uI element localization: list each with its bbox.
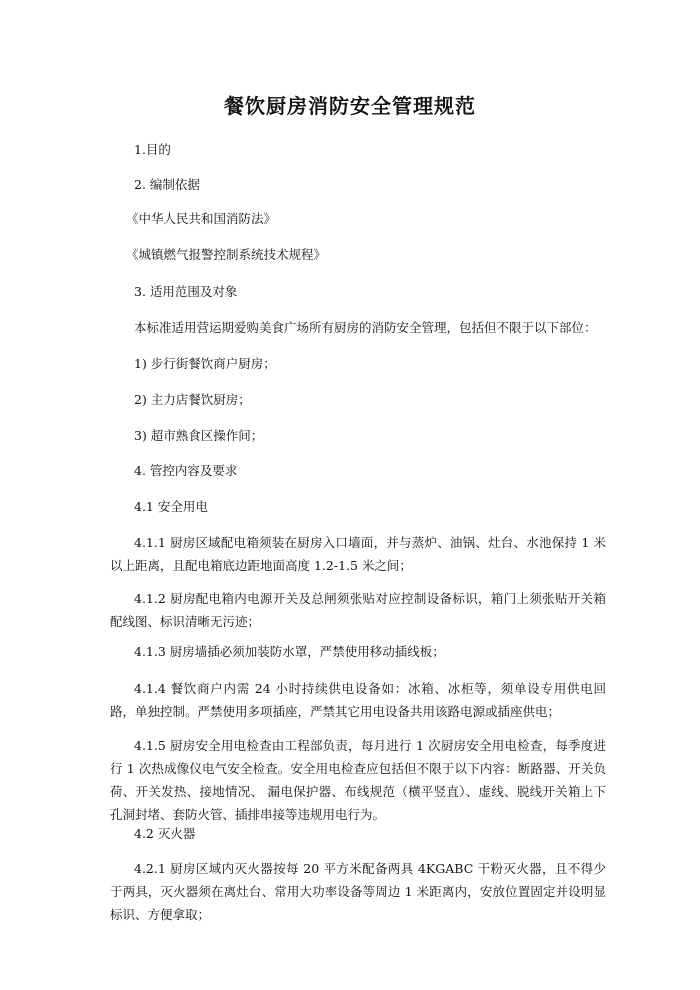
document-title: 餐饮厨房消防安全管理规范 xyxy=(224,94,476,118)
paragraph-4-1-4: 4.1.4 餐饮商户内需 24 小时持续供电设备如：冰箱、冰柜等，须单设专用供电回路，单独控制。严禁使用多项插座，严禁其它用电设备共用该路电源或插座供电； xyxy=(110,681,606,719)
scope-item-2: 2) 主力店餐饮厨房； xyxy=(134,392,251,407)
paragraph-4-1-1: 4.1.1 厨房区域配电箱须装在厨房入口墙面，并与蒸炉、油锅、灶台、水池保持 1 米以上距离，且配电箱底边距地面高度 1.2-1.5 米之间； xyxy=(110,535,606,573)
heading-purpose: 1.目的 xyxy=(134,142,171,157)
paragraph-4-1-5: 4.1.5 厨房安全用电检查由工程部负责，每月进行 1 次厨房安全用电检查，每季度进行 1 次热成像仪电气安全检查。安全用电检查应包括但不限于以下内容：断路器、开关负荷、开关发热、接地情况、 漏电保护器、布线规范（横平竖直）、虚线、脱线开关箱上下孔洞封堵、套防火管、插排串接等违规用电行为。 xyxy=(110,738,606,822)
heading-extinguisher: 4.2 灭火器 xyxy=(134,826,196,841)
scope-description: 本标准适用营运期爱购美食广场所有厨房的消防安全管理，包括但不限于以下部位： xyxy=(134,320,597,335)
heading-basis: 2. 编制依据 xyxy=(134,177,200,192)
paragraph-4-1-3: 4.1.3 厨房墙插必须加装防水罩，严禁使用移动插线板； xyxy=(134,644,445,659)
scope-item-3: 3) 超市熟食区操作间； xyxy=(134,428,264,443)
scope-item-1: 1) 步行街餐饮商户厨房； xyxy=(134,356,276,371)
heading-electricity: 4.1 安全用电 xyxy=(134,499,208,514)
heading-control: 4. 管控内容及要求 xyxy=(134,463,238,478)
paragraph-4-1-2: 4.1.2 厨房配电箱内电源开关及总闸须张贴对应控制设备标识，箱门上须张贴开关箱配线图、标识清晰无污迹； xyxy=(110,591,606,629)
paragraph-4-2-1: 4.2.1 厨房区域内灭火器按每 20 平方米配备两具 4KGABC 干粉灭火器，且不得少于两具，灭火器须在离灶台、常用大功率设备等周边 1 米距离内，安放位置固定并设明显标识、方便拿取； xyxy=(110,861,606,922)
reference-fire-law: 《中华人民共和国消防法》 xyxy=(126,211,277,226)
heading-scope: 3. 适用范围及对象 xyxy=(134,284,238,299)
reference-gas-alarm-code: 《城镇燃气报警控制系统技术规程》 xyxy=(126,247,327,262)
